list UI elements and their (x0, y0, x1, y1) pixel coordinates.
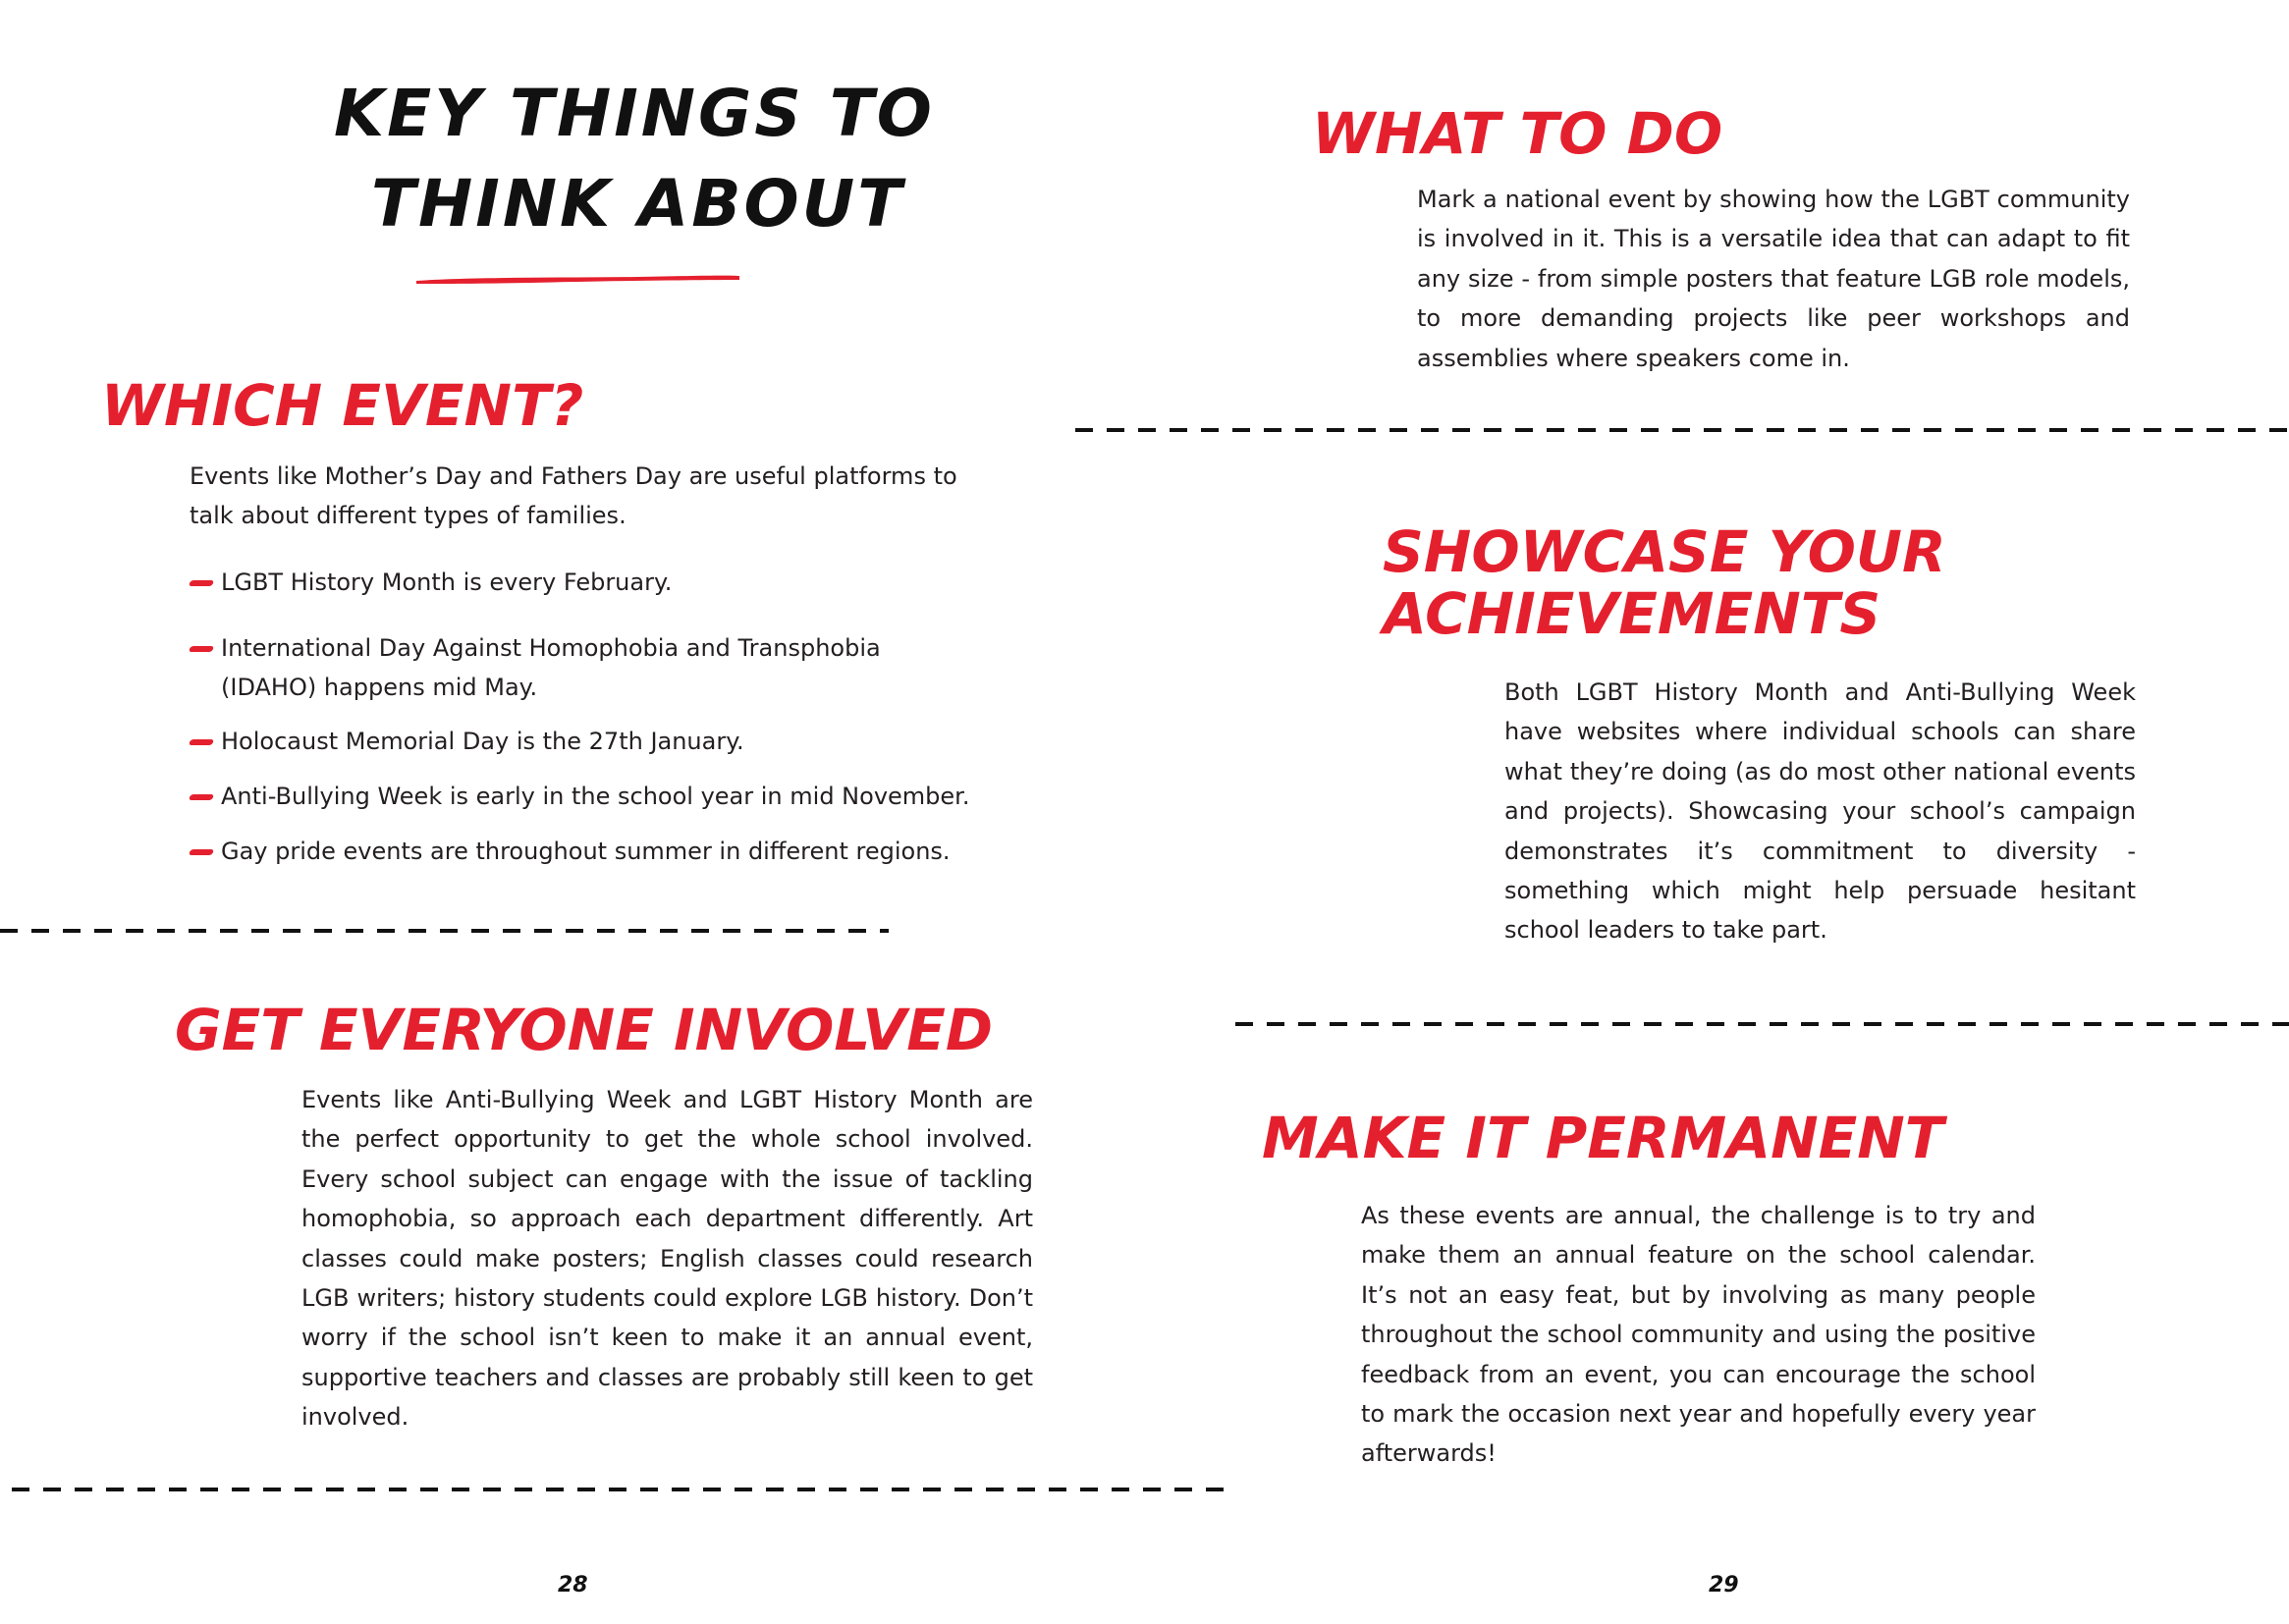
section-divider (1235, 1021, 2289, 1027)
get-everyone-heading: GET EVERYONE INVOLVED (175, 997, 993, 1063)
make-it-permanent-body: As these events are annual, the challenge is to try and make them an annual feature on the school calendar. It’s not an easy feat, but by involving as many people throughout the school community and using the positive feedback from an event, you can encourage the school to mark the occasion next year and hopefully every year afterwards! (1361, 1202, 2036, 1468)
red-dash-icon (189, 849, 214, 855)
title-line-2: THINK ABOUT (371, 166, 905, 242)
list-item: Gay pride events are throughout summer in different regions. (190, 832, 1005, 871)
title-line-1: KEY THINGS TO (334, 76, 935, 151)
red-dash-icon (189, 646, 214, 652)
section-divider (0, 928, 889, 934)
list-item: LGBT History Month is every February. (190, 563, 1005, 602)
title-underline (412, 272, 741, 286)
make-it-permanent-heading: MAKE IT PERMANENT (1262, 1105, 1944, 1171)
what-to-do-body: Mark a national event by showing how the LGBT community is involved in it. This is a versatile idea that can adapt to fit any size - from simple posters that feature LGB role models, to more demanding projects like peer workshops and assemblies where speakers come in. (1417, 186, 2130, 372)
page-title (334, 69, 935, 249)
showcase-heading-line-1: SHOWCASE YOUR (1383, 518, 1946, 585)
red-dash-icon (189, 580, 214, 586)
showcase-heading-line-2: ACHIEVEMENTS (1383, 580, 1881, 647)
red-dash-icon (189, 739, 214, 745)
list-item: Anti-Bullying Week is early in the school year in mid November. (190, 777, 1005, 816)
get-everyone-body: Events like Anti-Bullying Week and LGBT History Month are the perfect opportunity to get the whole school involved. Every school subject can engage with the issue of tackling homophobia, so approach each department differently. Art classes could make posters; English classes could research LGB writers; history students could explore LGB history. Don’t worry if the school isn’t keen to make it an annual event, supportive teachers and classes are probably still keen to get involved. (301, 1086, 1033, 1432)
list-item: Holocaust Memorial Day is the 27th January. (190, 722, 1005, 761)
list-item: International Day Against Homophobia and Transphobia (IDAHO) happens mid May. (190, 628, 977, 707)
page-number-right: 29 (1709, 1573, 1739, 1597)
page-number-left: 28 (558, 1573, 588, 1597)
section-divider (0, 1487, 1227, 1492)
event-bullet-list (190, 563, 1005, 871)
red-dash-icon (189, 794, 214, 800)
which-event-intro: Events like Mother’s Day and Fathers Day are useful platforms to talk about different types of families. (190, 462, 957, 530)
which-event-heading: WHICH EVENT? (101, 372, 584, 439)
showcase-body: Both LGBT History Month and Anti-Bullying Week have websites where individual schools can share what they’re doing (as do most other national events and projects). Showcasing your school’s campaign demonstrates it’s commitment to diversity - something which might help persuade hesitant school leaders to take part. (1504, 678, 2136, 945)
what-to-do-heading: WHAT TO DO (1312, 100, 1723, 167)
showcase-heading (1383, 518, 1946, 647)
section-divider (1075, 427, 2289, 433)
